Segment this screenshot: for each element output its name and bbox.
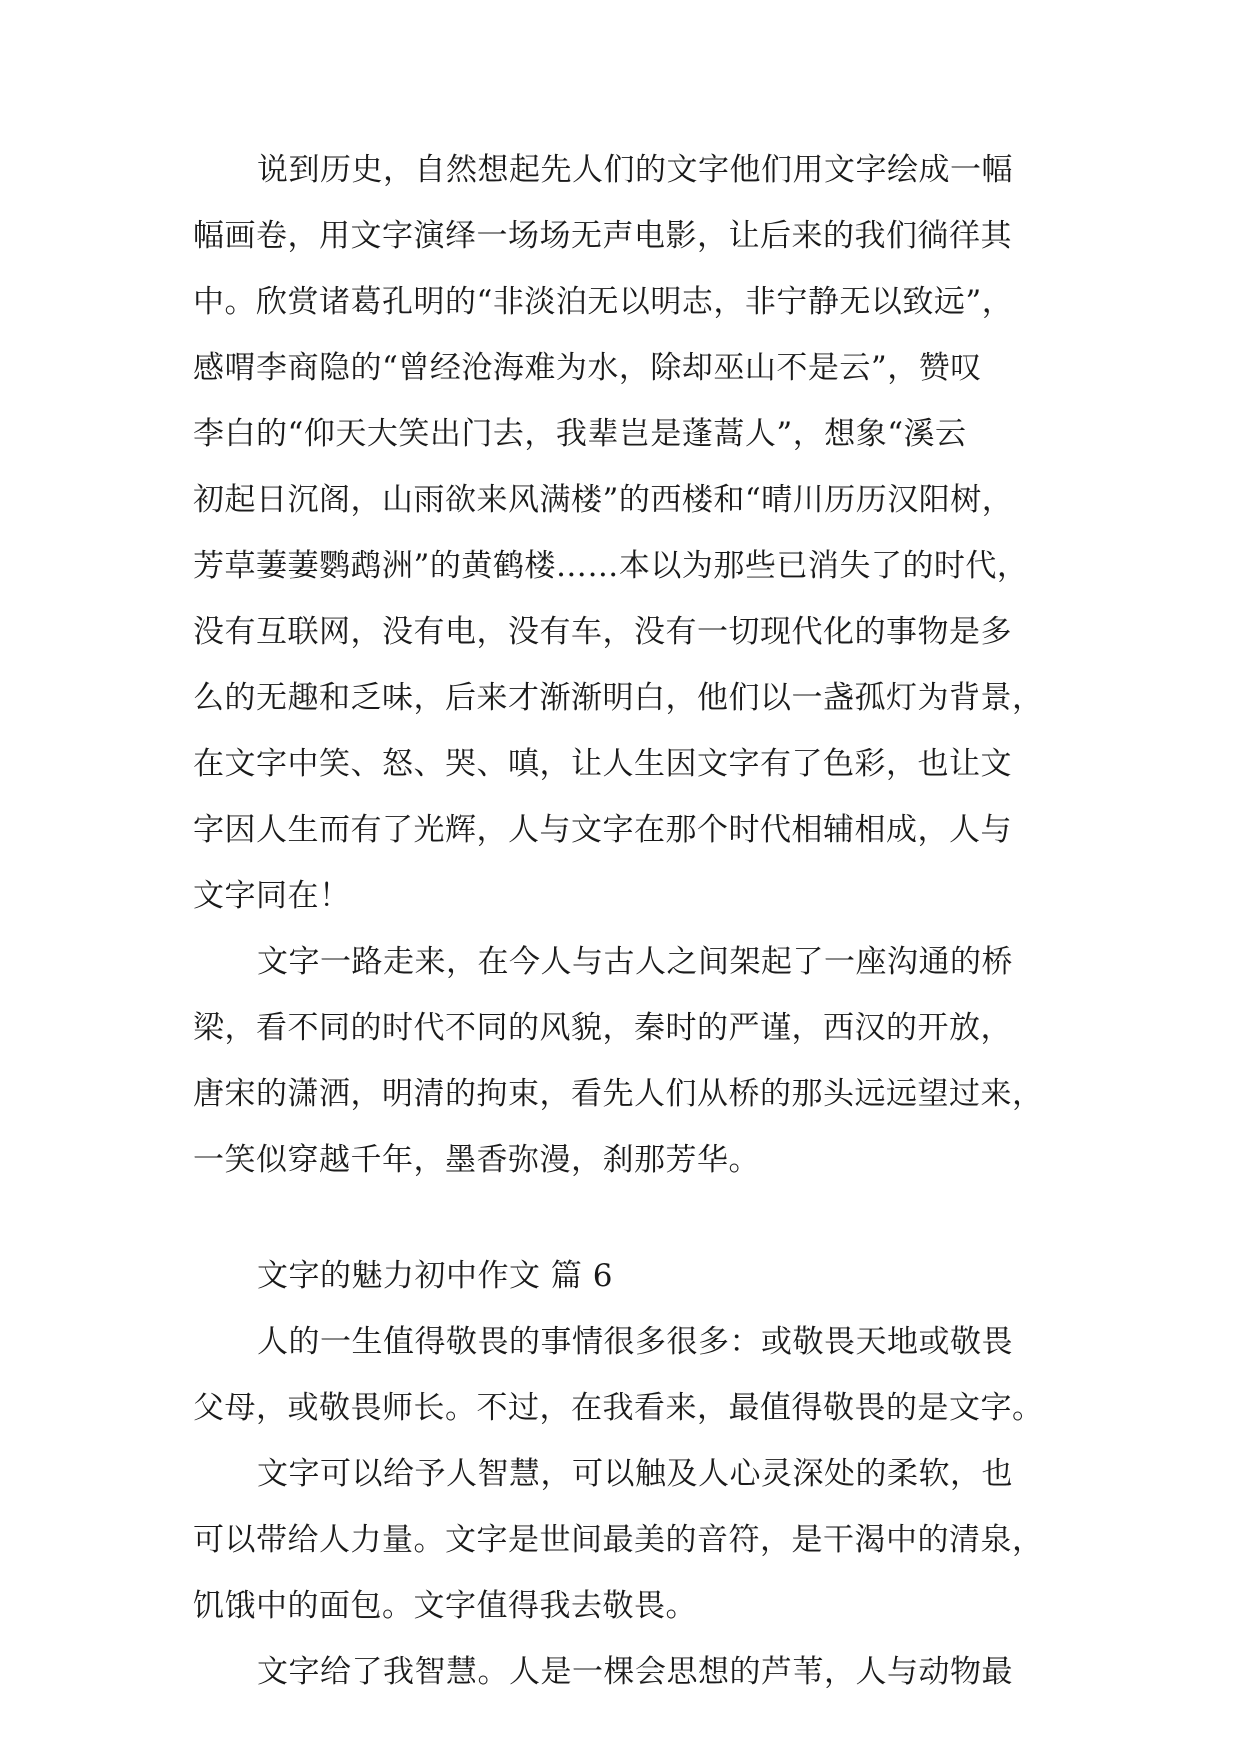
- paragraph-1-line-9: 么的无趣和乏味，后来才渐渐明白，他们以一盏孤灯为背景，: [193, 680, 1044, 716]
- paragraph-1-line-12: 文字同在！: [193, 878, 351, 914]
- paragraph-1-line-2: 幅画卷，用文字演绎一场场无声电影，让后来的我们徜徉其: [193, 218, 1012, 254]
- paragraph-1-line-10: 在文字中笑、怒、哭、嗔，让人生因文字有了色彩，也让文: [193, 746, 1012, 782]
- paragraph-5-line-1: 文字给了我智慧。人是一棵会思想的芦苇，人与动物最: [257, 1654, 1013, 1690]
- paragraph-4-line-3: 饥饿中的面包。文字值得我去敬畏。: [193, 1588, 697, 1624]
- paragraph-2-line-3: 唐宋的潇洒，明清的拘束，看先人们从桥的那头远远望过来，: [193, 1076, 1044, 1112]
- paragraph-1-line-11: 字因人生而有了光辉，人与文字在那个时代相辅相成，人与: [193, 812, 1012, 848]
- paragraph-4-line-1: 文字可以给予人智慧，可以触及人心灵深处的柔软，也: [257, 1456, 1013, 1492]
- paragraph-1-line-6: 初起日沉阁，山雨欲来风满楼”的西楼和“晴川历历汉阳树，: [193, 482, 1014, 518]
- paragraph-1-line-7: 芳草萋萋鹦鹉洲”的黄鹤楼……本以为那些已消失了的时代，: [193, 548, 1029, 584]
- paragraph-1-line-5: 李白的“仰天大笑出门去，我辈岂是蓬蒿人”，想象“溪云: [193, 416, 967, 452]
- paragraph-3-line-1: 人的一生值得敬畏的事情很多很多：或敬畏天地或敬畏: [257, 1324, 1013, 1360]
- paragraph-2-line-2: 梁，看不同的时代不同的风貌，秦时的严谨，西汉的开放，: [193, 1010, 1012, 1046]
- paragraph-2-line-4: 一笑似穿越千年，墨香弥漫，刹那芳华。: [193, 1142, 760, 1178]
- paragraph-1-line-1: 说到历史，自然想起先人们的文字他们用文字绘成一幅: [257, 152, 1013, 188]
- paragraph-1-line-4: 感喟李商隐的“曾经沧海难为水，除却巫山不是云”，赞叹: [193, 350, 982, 386]
- paragraph-4-line-2: 可以带给人力量。文字是世间最美的音符，是干渴中的清泉，: [193, 1522, 1044, 1558]
- paragraph-2-line-1: 文字一路走来，在今人与古人之间架起了一座沟通的桥: [257, 944, 1013, 980]
- section-heading: 文字的魅力初中作文 篇 6: [257, 1258, 613, 1294]
- paragraph-1-line-3: 中。欣赏诸葛孔明的“非淡泊无以明志，非宁静无以致远”，: [193, 284, 1014, 320]
- paragraph-1-line-8: 没有互联网，没有电，没有车，没有一切现代化的事物是多: [193, 614, 1012, 650]
- paragraph-3-line-2: 父母，或敬畏师长。不过，在我看来，最值得敬畏的是文字。: [193, 1390, 1044, 1426]
